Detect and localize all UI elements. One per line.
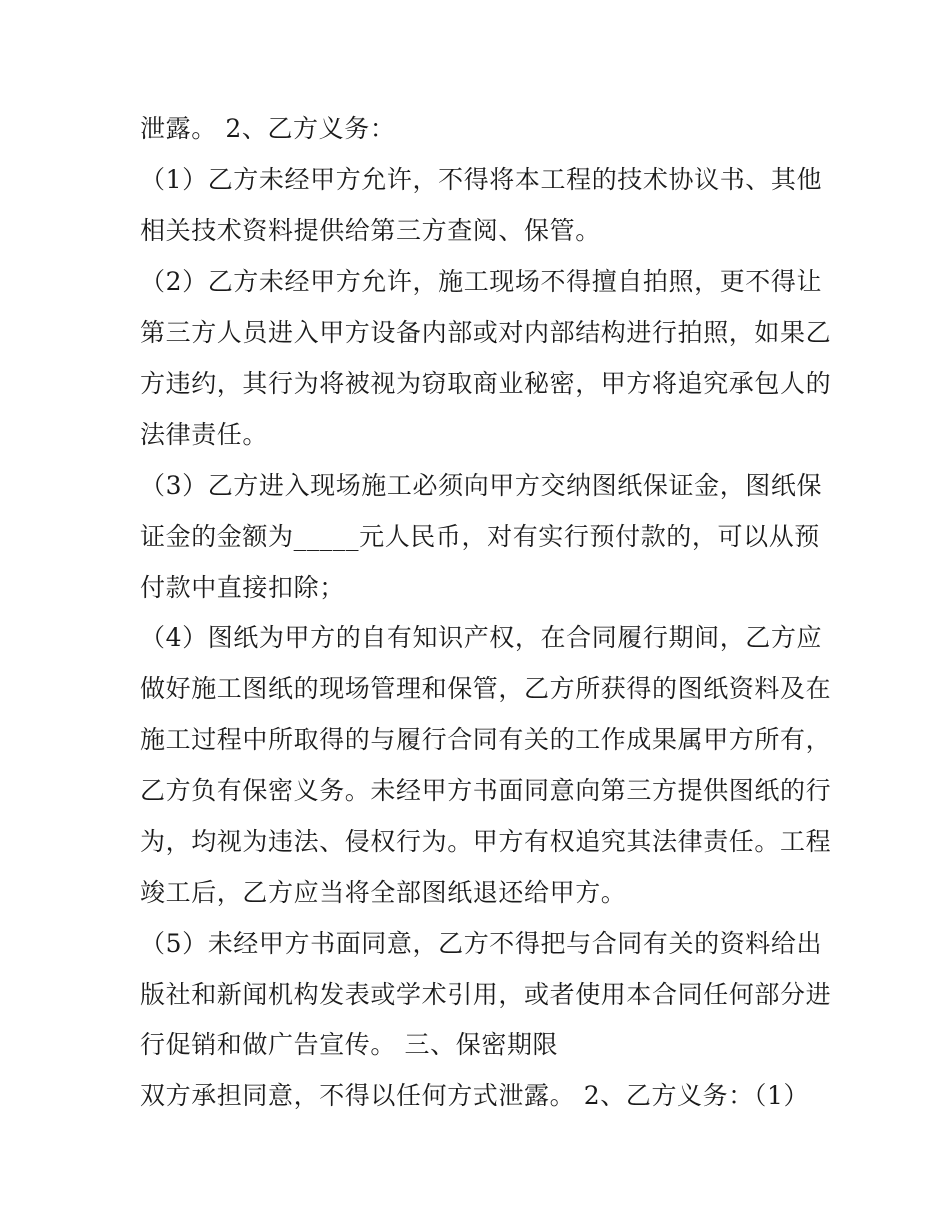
text-line: 乙方负有保密义务。未经甲方书面同意向第三方提供图纸的行	[140, 776, 832, 805]
text-line: 行促销和做广告宣传。 三、保密期限	[140, 1030, 559, 1059]
text-line: 竣工后，乙方应当将全部图纸退还给甲方。	[140, 878, 627, 907]
text-line: 泄露。 2、乙方义务：	[140, 114, 396, 143]
text-line: 第三方人员进入甲方设备内部或对内部结构进行拍照，如果乙	[140, 318, 832, 347]
text-line: 双方承担同意，不得以任何方式泄露。 2、乙方义务：（1）	[140, 1081, 810, 1110]
text-line: （4）图纸为甲方的自有知识产权，在合同履行期间，乙方应	[140, 623, 823, 652]
text-line: 为，均视为违法、侵权行为。甲方有权追究其法律责任。工程	[140, 827, 832, 856]
text-line: （3）乙方进入现场施工必须向甲方交纳图纸保证金，图纸保	[140, 471, 823, 500]
text-line: 证金的金额为_____元人民币，对有实行预付款的，可以从预	[140, 522, 820, 551]
text-line: （2）乙方未经甲方允许，施工现场不得擅自拍照，更不得让	[140, 267, 823, 296]
text-line: （1）乙方未经甲方允许，不得将本工程的技术协议书、其他	[140, 165, 823, 194]
text-line: 施工过程中所取得的与履行合同有关的工作成果属甲方所有，	[140, 725, 832, 754]
text-line: 付款中直接扣除；	[140, 573, 345, 602]
text-line: 版社和新闻机构发表或学术引用，或者使用本合同任何部分进	[140, 980, 832, 1009]
text-line: 做好施工图纸的现场管理和保管，乙方所获得的图纸资料及在	[140, 674, 832, 703]
text-line: （5）未经甲方书面同意，乙方不得把与合同有关的资料给出	[140, 929, 823, 958]
text-line: 方违约，其行为将被视为窃取商业秘密，甲方将追究承包人的	[140, 369, 832, 398]
text-line: 相关技术资料提供给第三方查阅、保管。	[140, 216, 601, 245]
text-line: 法律责任。	[140, 420, 269, 449]
